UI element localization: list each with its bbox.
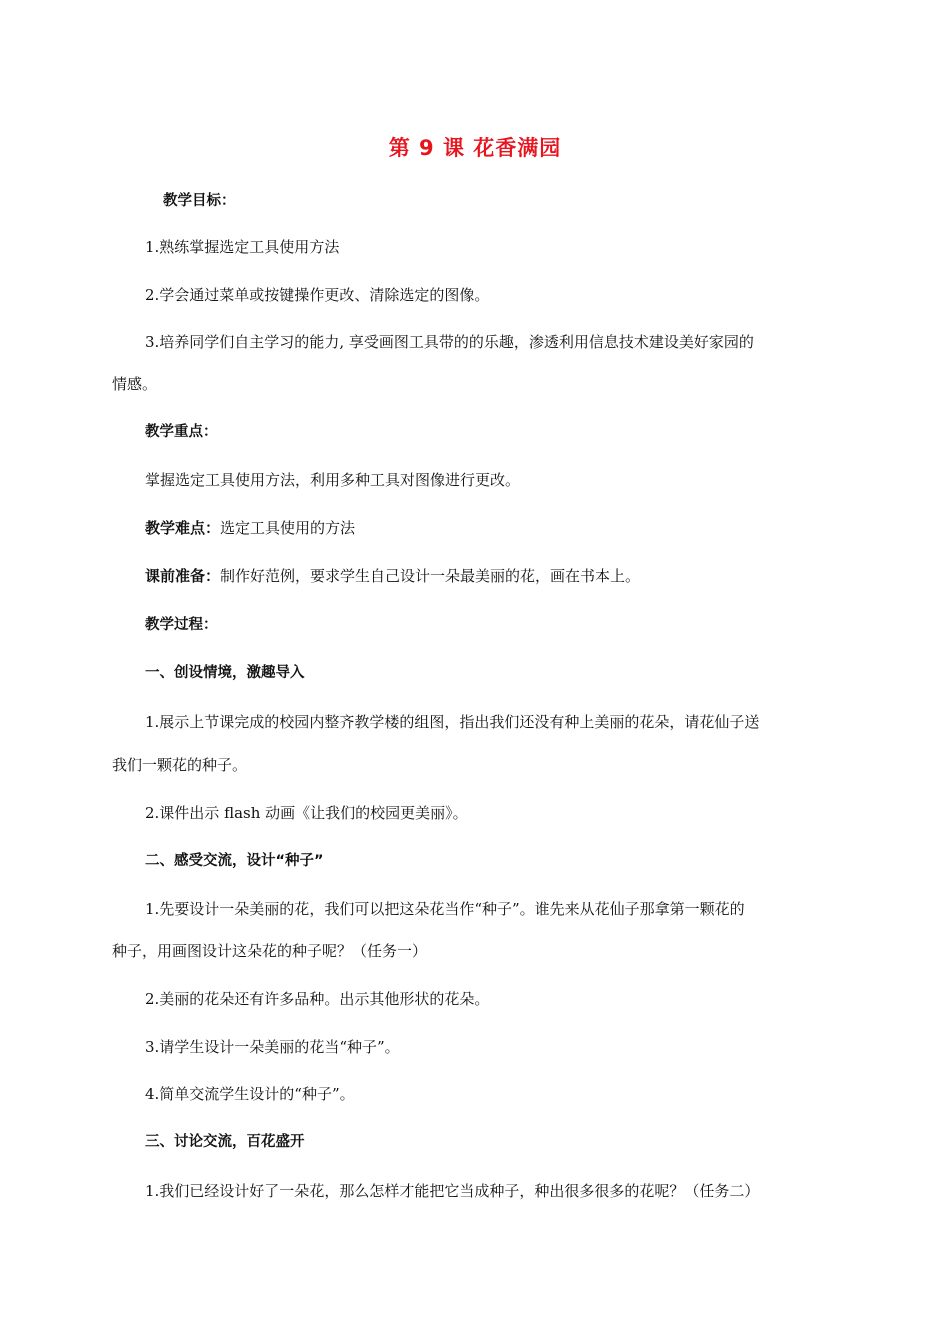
section-2-line-4: 3.请学生设计一朵美丽的花当“种子”。 — [145, 1038, 400, 1056]
difficulty-line — [145, 517, 875, 539]
key-points-text: 掌握选定工具使用方法，利用多种工具对图像进行更改。 — [145, 471, 521, 489]
section-3-heading: 三、讨论交流，百花盛开 — [145, 1134, 305, 1150]
goals-heading: 教学目标： — [163, 193, 236, 209]
goal-item-3-cont: 情感。 — [112, 375, 158, 393]
prep-label: 课前准备： — [145, 567, 221, 585]
key-points-heading: 教学重点： — [145, 424, 218, 440]
section-2-line-2: 种子，用画图设计这朵花的种子呢？（任务一） — [112, 942, 428, 960]
section-1-line-3: 2.课件出示 flash 动画《让我们的校园更美丽》。 — [145, 804, 468, 822]
prep-text: 制作好范例，要求学生自己设计一朵最美丽的花，画在书本上。 — [220, 567, 641, 585]
prep-line — [145, 565, 875, 587]
section-2-line-5: 4.简单交流学生设计的“种子”。 — [145, 1085, 355, 1103]
lesson-title: 第 9 课 花香满园 — [388, 136, 562, 160]
section-2-line-1: 1.先要设计一朵美丽的花，我们可以把这朵花当作“种子”。谁先来从花仙子那拿第一颗花的 — [145, 900, 745, 918]
section-2-heading: 二、感受交流，设计“种子” — [145, 853, 324, 869]
section-2-line-3: 2.美丽的花朵还有许多品种。出示其他形状的花朵。 — [145, 990, 490, 1008]
goal-item-1: 1.熟练掌握选定工具使用方法 — [145, 238, 340, 256]
section-3-line-1: 1.我们已经设计好了一朵花，那么怎样才能把它当成种子，种出很多很多的花呢？（任务二） — [145, 1182, 760, 1200]
section-1-heading: 一、创设情境，激趣导入 — [145, 665, 305, 681]
difficulty-label: 教学难点： — [145, 519, 221, 537]
section-1-line-1: 1.展示上节课完成的校园内整齐教学楼的组图，指出我们还没有种上美丽的花朵，请花仙子送 — [145, 713, 760, 731]
section-1-line-2: 我们一颗花的种子。 — [112, 756, 248, 774]
goal-item-2: 2.学会通过菜单或按键操作更改、清除选定的图像。 — [145, 286, 490, 304]
goal-item-3: 3.培养同学们自主学习的能力, 享受画图工具带的的乐趣，渗透利用信息技术建设美好家园的 — [145, 333, 754, 351]
process-heading: 教学过程： — [145, 617, 218, 633]
difficulty-text: 选定工具使用的方法 — [220, 519, 356, 537]
